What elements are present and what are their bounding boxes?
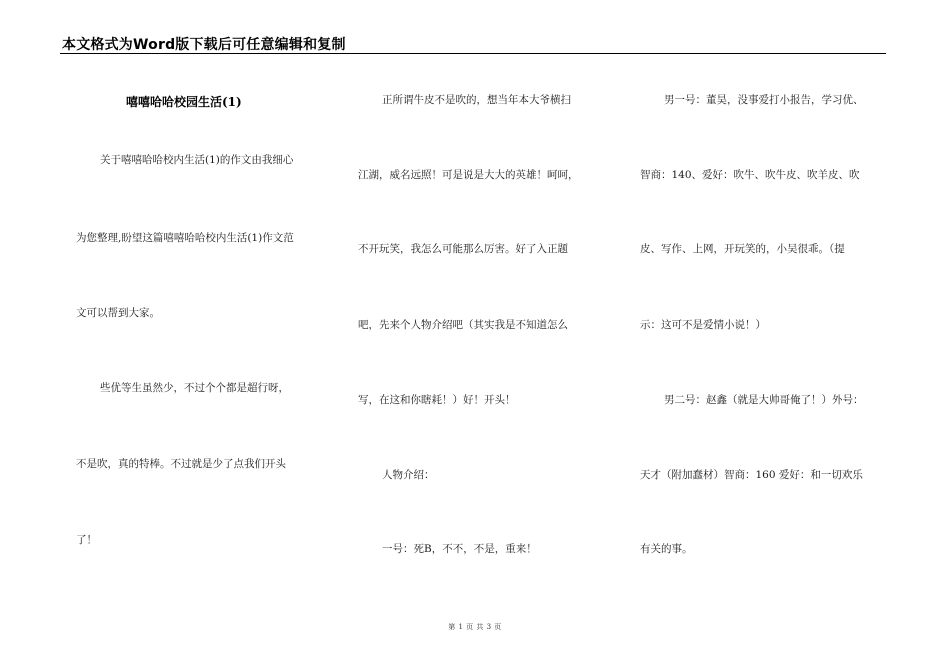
paragraph-line: 不是吹，真的特棒。不过就是少了点我们开头 — [76, 458, 286, 470]
paragraph-line: 关于嘻嘻哈哈校内生活(1)的作文由我细心 — [100, 154, 294, 166]
text-column-2 — [358, 0, 608, 672]
paragraph-line: 人物介绍： — [382, 469, 435, 481]
paragraph-line: 男一号：董昊，没事爱打小报告，学习优、 — [664, 94, 864, 106]
paragraph-line: 皮、写作、上网，开玩笑的，小吴很乖。（提 — [640, 243, 845, 255]
paragraph-line: 一号：死B，不不，不是，重来！ — [382, 543, 537, 555]
paragraph-line: 智商：140、爱好：吹牛、吹牛皮、吹羊皮、吹 — [640, 169, 860, 181]
paragraph-line: 文可以帮到大家。 — [76, 307, 160, 319]
paragraph-line: 有关的事。 — [640, 543, 693, 555]
paragraph-line: 天才（附加蠢材）智商：160 爱好：和一切欢乐 — [640, 469, 863, 481]
paragraph-line: 示：这可不是爱情小说！） — [640, 319, 766, 331]
paragraph-line: 不开玩笑，我怎么可能那么厉害。好了入正题 — [358, 243, 568, 255]
paragraph-line: 了！ — [76, 534, 97, 546]
text-column-1 — [76, 0, 326, 672]
paragraph-line: 男二号：赵鑫（就是大帅哥俺了！）外号： — [664, 394, 864, 406]
paragraph-line: 些优等生虽然少，不过个个都是超行呀， — [100, 382, 289, 394]
paragraph-line: 为您整理,盼望这篇嘻嘻哈哈校内生活(1)作文范 — [76, 232, 294, 244]
page-header-title: 本文格式为Word版下载后可任意编辑和复制 — [62, 37, 346, 53]
paragraph-line: 写，在这和你瞎耗！）好！开头！ — [358, 394, 516, 406]
paragraph-line: 江湖，威名远照！可是说是大大的英雄！呵呵， — [358, 169, 579, 181]
page-number: 第 1 页 共 3 页 — [448, 623, 502, 631]
paragraph-line: 正所谓牛皮不是吹的，想当年本大爷横扫 — [382, 94, 571, 106]
document-title: 嘻嘻哈哈校园生活(1) — [126, 95, 242, 109]
text-column-3 — [640, 0, 890, 672]
paragraph-line: 吧，先来个人物介绍吧（其实我是不知道怎么 — [358, 319, 568, 331]
